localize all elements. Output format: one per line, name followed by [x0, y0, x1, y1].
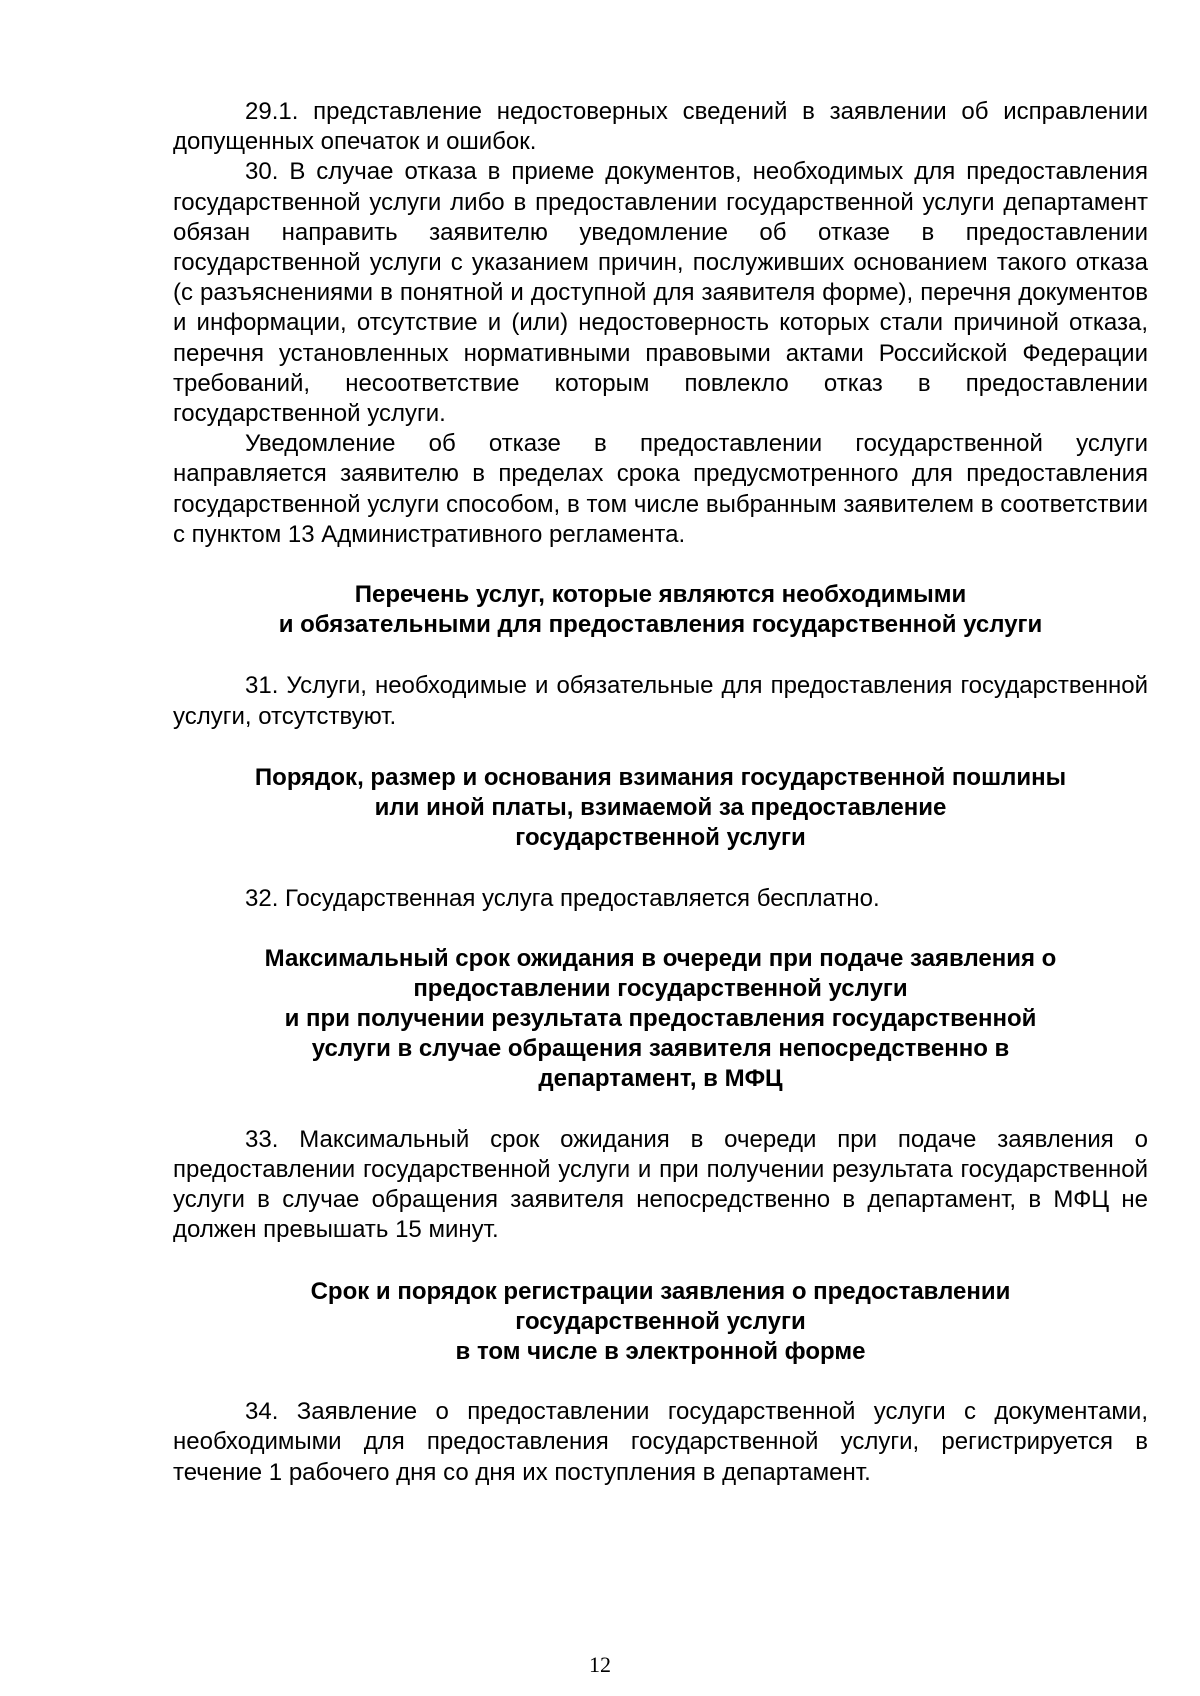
heading-line: и обязательными для предоставления государственной услуги [278, 611, 1043, 639]
heading-line: Максимальный срок ожидания в очереди при подаче заявления о [264, 944, 1057, 972]
paragraph-30-notice: Уведомление об отказе в предоставлении государственной услуги направляется заявителю в пределах срока предусмотренного для предоставления государственной услуги способом, в том числе выбранным заявителем в соответствии с пунктом 13 Административного регламента. [173, 430, 1148, 548]
heading-line: предоставлении государственной услуги [413, 974, 908, 1002]
heading-line: Порядок, размер и основания взимания государственной пошлины [254, 763, 1067, 791]
heading-waiting-time [173, 944, 1148, 1095]
paragraph-30: 30. В случае отказа в приеме документов, необходимых для предоставления государственной услуги либо в предоставлении государственной услуги департамент обязан направить заявителю уведомление об отказе в предоставлении государственной услуги с указанием причин, послуживших основанием такого отказа (с разъяснениями в понятной и доступной для заявителя форме), перечня документов и информации, отсутствие и (или) недостоверность которых стали причиной отказа, перечня установленных нормативными правовыми актами Российской Федерации требований, несоответствие которым повлекло отказ в предоставлении государственной услуги. [173, 158, 1148, 428]
heading-line: или иной платы, взимаемой за предоставление [374, 794, 947, 822]
paragraph-33: 33. Максимальный срок ожидания в очереди при подаче заявления о предоставлении государственной услуги и при получении результата государственной услуги в случае обращения заявителя непосредственно в департамент, в МФЦ не должен превышать 15 минут. [173, 1125, 1148, 1244]
page-number: 12 [589, 1652, 611, 1677]
heading-line: в том числе в электронной форме [455, 1337, 866, 1365]
paragraph-29-1: 29.1. представление недостоверных сведений в заявлении об исправлении допущенных опечаток и ошибок. [173, 98, 1148, 156]
page-content [173, 97, 1148, 1488]
heading-line: государственной услуги [515, 1307, 806, 1335]
paragraph-32: 32. Государственная услуга предоставляется бесплатно. [245, 885, 880, 913]
heading-line: Срок и порядок регистрации заявления о предоставлении [310, 1277, 1011, 1305]
heading-line: государственной услуги [515, 824, 806, 852]
heading-line: департамент, в МФЦ [538, 1065, 783, 1093]
heading-services-list [173, 580, 1148, 640]
paragraph-31: 31. Услуги, необходимые и обязательные для предоставления государственной услуги, отсутствуют. [173, 672, 1148, 730]
heading-line: и при получении результата предоставления государственной [284, 1005, 1037, 1033]
heading-fee [173, 763, 1148, 854]
heading-registration [173, 1277, 1148, 1368]
heading-line: услуги в случае обращения заявителя непосредственно в [311, 1035, 1010, 1063]
heading-line: Перечень услуг, которые являются необходимыми [354, 581, 967, 609]
paragraph-34: 34. Заявление о предоставлении государственной услуги с документами, необходимыми для предоставления государственной услуги, регистрируется в течение 1 рабочего дня со дня их поступления в департамент. [173, 1398, 1148, 1486]
